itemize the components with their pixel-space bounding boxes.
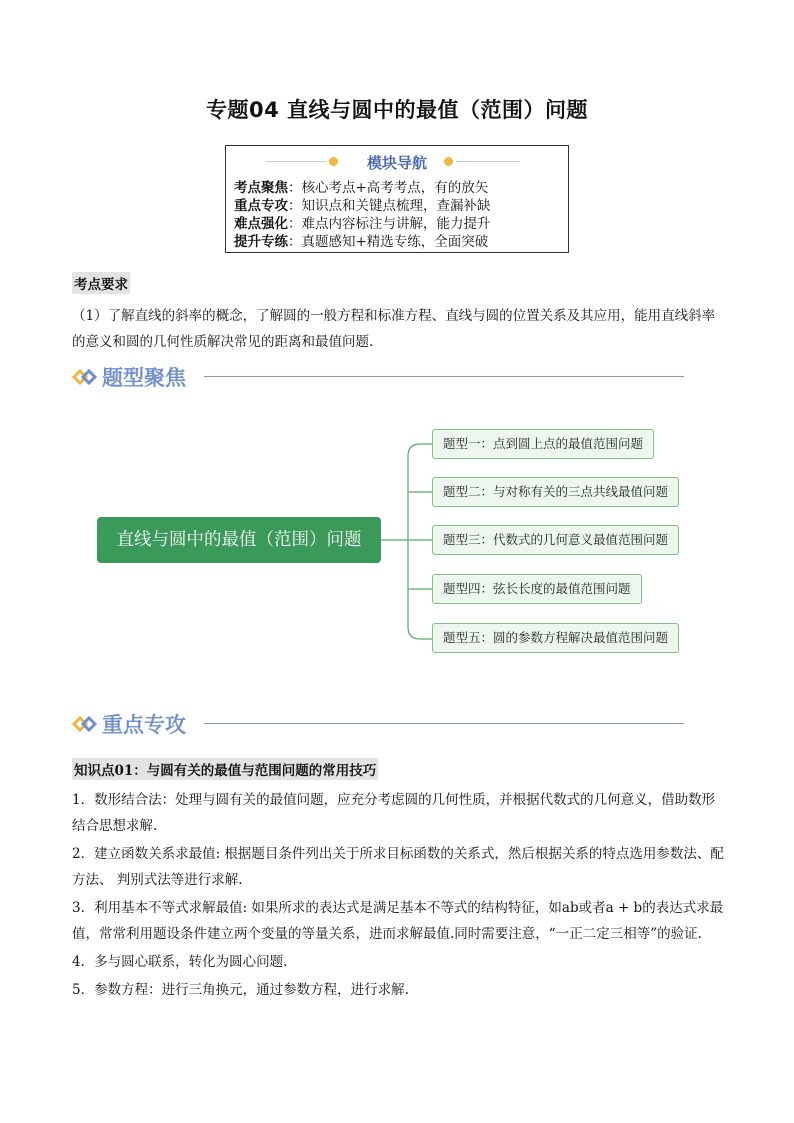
mindmap-leaf: 题型三：代数式的几何意义最值范围问题 (432, 525, 679, 555)
double-diamond-icon (72, 713, 98, 735)
section-header-key-points (72, 709, 684, 739)
list-item: 5．参数方程：进行三角换元，通过参数方程，进行求解. (72, 982, 409, 998)
list-item: 提升专练：真题感知+精选专练，全面突破 (234, 234, 489, 250)
section-title: 重点专攻 (102, 713, 186, 737)
list-item: 1．数形结合法：处理与圆有关的最值问题，应充分考虑圆的几何性质，并根据代数式的几何意义，借助数形结合思想求解. (72, 792, 716, 834)
list-item: 3．利用基本不等式求解最值: 如果所求的表达式是满足基本不等式的结构特征，如ab或者a + b的表达式求最值，常常利用题设条件建立两个变量的等量关系，进而求解最值.同时需要注意，“一正二定三相等”的验证. (72, 900, 724, 942)
divider (204, 376, 684, 377)
section-header-question-types (72, 362, 684, 392)
list-item: 重点专攻：知识点和关键点梳理，查漏补缺 (234, 198, 491, 214)
mindmap-leaf: 题型五：圆的参数方程解决最值范围问题 (432, 623, 679, 653)
page-title: 专题04 直线与圆中的最值（范围）问题 (205, 98, 589, 122)
requirements-text: （1）了解直线的斜率的概念，了解圆的一般方程和标准方程、直线与圆的位置关系及其应用，能用直线斜率的意义和圆的几何性质解决常见的距离和最值问题. (72, 308, 716, 350)
requirements-heading: 考点要求 (72, 272, 130, 294)
mindmap-leaf: 题型一：点到圆上点的最值范围问题 (432, 429, 654, 459)
knowledge-heading: 知识点01：与圆有关的最值与范围问题的常用技巧 (72, 758, 378, 780)
module-nav-list (234, 179, 491, 251)
mindmap-root: 直线与圆中的最值（范围）问题 (97, 517, 381, 563)
list-item: 难点强化：难点内容标注与讲解，能力提升 (234, 216, 491, 232)
mindmap-leaf: 题型二：与对称有关的三点共线最值问题 (432, 477, 679, 507)
mindmap-leaf: 题型四：弦长长度的最值范围问题 (432, 574, 642, 604)
list-item: 4．多与圆心联系，转化为圆心问题. (72, 954, 288, 970)
module-nav-header (226, 152, 568, 170)
divider (204, 723, 684, 724)
section-title: 题型聚焦 (102, 366, 186, 390)
list-item: 考点聚焦：核心考点+高考考点，有的放矢 (234, 180, 489, 196)
knowledge-list (72, 787, 724, 1005)
double-diamond-icon (72, 366, 98, 388)
module-nav-box (225, 145, 569, 253)
list-item: 2．建立函数关系求最值: 根据题目条件列出关于所求目标函数的关系式，然后根据关系的特点选用参数法、配方法、 判别式法等进行求解. (72, 846, 724, 888)
module-nav-title: 模块导航 (366, 154, 427, 172)
